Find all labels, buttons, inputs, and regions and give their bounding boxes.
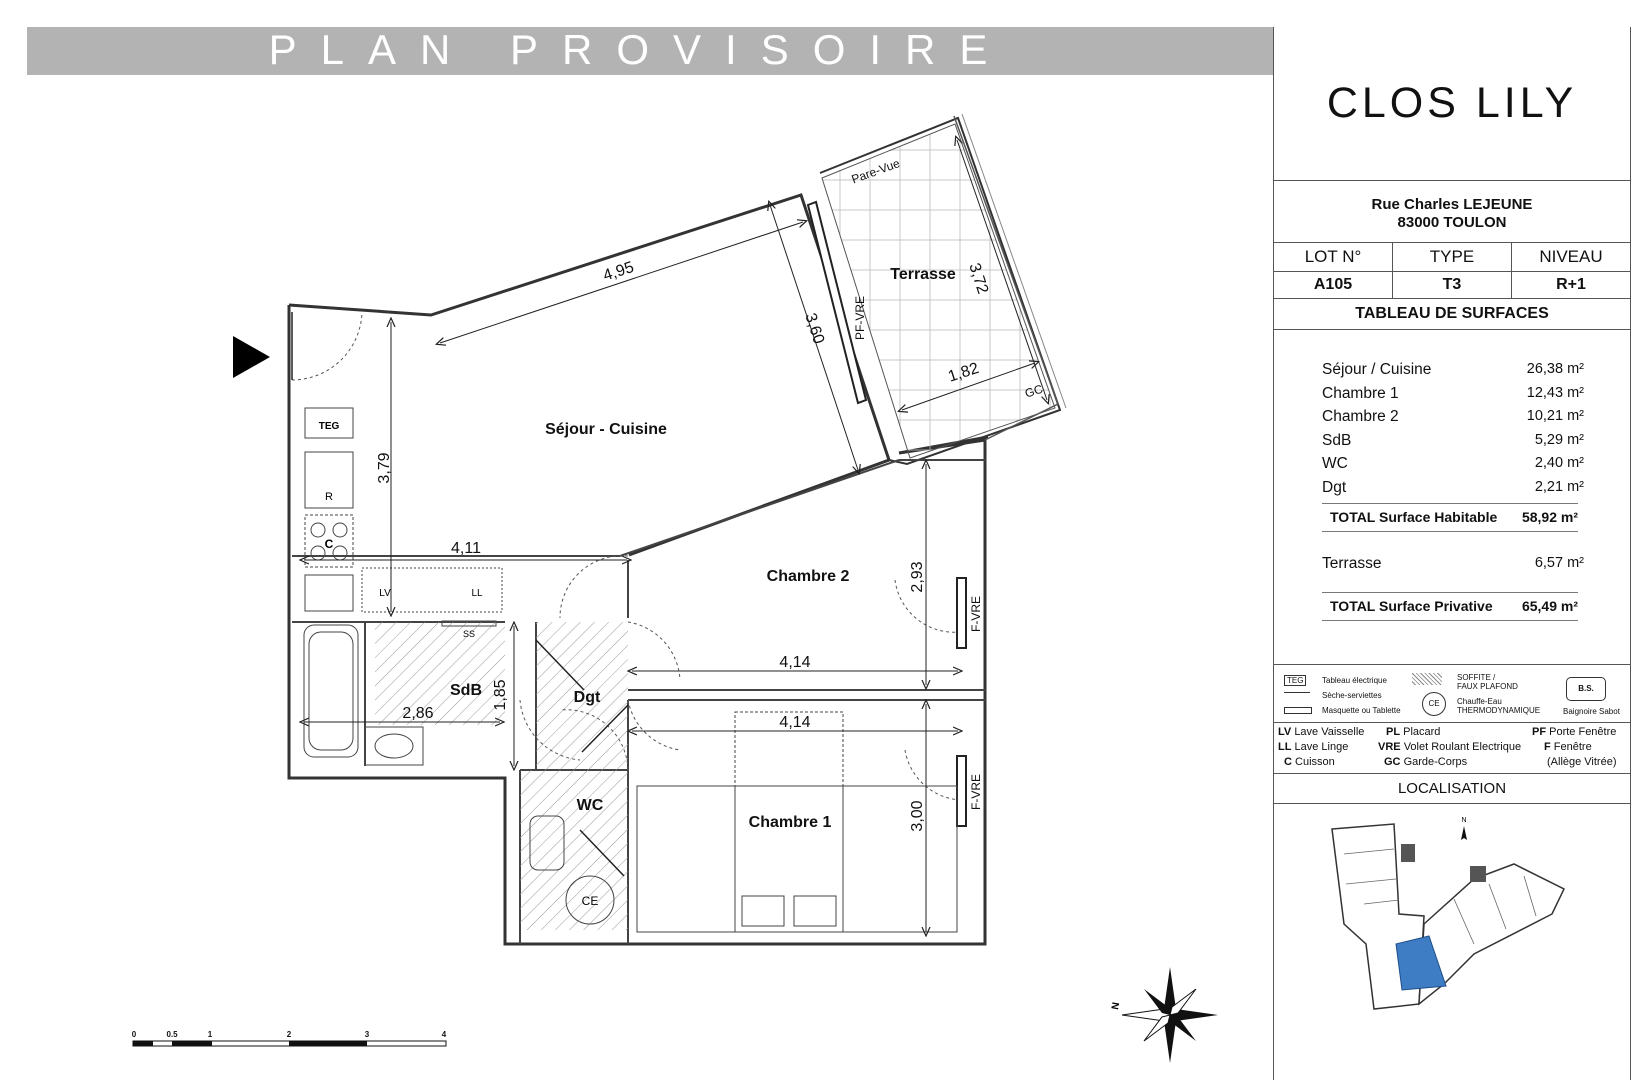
- total-habitable-label: TOTAL Surface Habitable: [1330, 509, 1498, 525]
- abbr-pf: PF: [1532, 726, 1547, 738]
- abbr-lv-text: Lave Vaisselle: [1294, 726, 1365, 738]
- terrasse-value: 6,57 m²: [1534, 555, 1584, 571]
- legend-teg: Tableau électrique: [1322, 676, 1387, 685]
- surface-value: 2,21 m²: [1534, 478, 1584, 495]
- scale-tick-2: 2: [286, 1030, 292, 1039]
- surface-value: 12,43 m²: [1526, 384, 1584, 401]
- terrasse-label: Terrasse: [1322, 555, 1382, 572]
- surfaces-title: TABLEAU DE SURFACES: [1274, 299, 1630, 330]
- title-block: [1273, 27, 1631, 1080]
- address-city: 83000 TOULON: [1397, 214, 1507, 231]
- dim-293: 2,93: [909, 561, 926, 593]
- abbr-vre-text: Volet Roulant Electrique: [1403, 741, 1522, 753]
- soffite-hatch-icon: [1412, 673, 1442, 685]
- abbr-c-text: Cuisson: [1295, 756, 1335, 768]
- dim-411: 4,11: [451, 540, 481, 557]
- surface-label: Séjour / Cuisine: [1322, 361, 1432, 378]
- room-chambre2: Chambre 2: [766, 568, 850, 585]
- dim-360: 3,60: [801, 311, 828, 347]
- localisation-map: [1274, 804, 1629, 1024]
- abbr-pl: PL: [1386, 726, 1401, 738]
- localisation-north-label: N: [1461, 817, 1467, 824]
- abbr-vre: VRE: [1378, 741, 1401, 753]
- total-privative-value: 65,49 m²: [1521, 597, 1578, 614]
- terrasse-row: [1322, 552, 1584, 576]
- room-sdb: SdB: [450, 682, 482, 699]
- entrance-arrow: [233, 336, 270, 378]
- legend-masquette: Masquette ou Tablette: [1322, 706, 1401, 715]
- scale-tick-05: 0.5: [166, 1030, 178, 1039]
- dim-185: 1,85: [492, 679, 509, 711]
- room-dgt: Dgt: [573, 689, 601, 706]
- scale-bar: [133, 1041, 446, 1046]
- surface-row: [1322, 405, 1584, 429]
- lot-value-lot: A105: [1274, 272, 1393, 298]
- abbr-gc: GC: [1384, 756, 1401, 768]
- abbr-ll-text: Lave Linge: [1294, 741, 1349, 753]
- surface-row: [1322, 476, 1584, 500]
- abbr-pf-text: Porte Fenêtre: [1549, 726, 1617, 738]
- total-habitable-row: [1322, 503, 1578, 532]
- dim-286: 2,86: [402, 705, 434, 722]
- dim-414a: 4,14: [779, 654, 811, 671]
- lv-label: LV: [379, 588, 391, 599]
- surfaces-table: [1274, 330, 1630, 665]
- surface-row: [1322, 382, 1584, 406]
- ce-label: CE: [581, 894, 599, 908]
- scale-tick-3: 3: [364, 1030, 370, 1039]
- surface-value: 10,21 m²: [1526, 408, 1584, 424]
- total-privative-row: [1322, 592, 1578, 621]
- fridge-label: R: [325, 491, 333, 503]
- soffite-wc: [520, 770, 628, 930]
- compass-rose-icon: [1122, 967, 1218, 1063]
- surface-label: Chambre 1: [1322, 384, 1399, 402]
- pf-vre-label: PF-VRE: [853, 295, 867, 341]
- dim-182: 1,82: [946, 359, 982, 386]
- abbr-c: C: [1284, 756, 1292, 768]
- legend-seche: Sèche-serviettes: [1322, 691, 1382, 700]
- abbr-lv: LV: [1278, 726, 1292, 738]
- dim-495: 4,95: [601, 258, 637, 285]
- project-address: [1274, 181, 1630, 243]
- abbr-gc-text: Garde-Corps: [1403, 756, 1468, 768]
- total-habitable-value: 58,92 m²: [1521, 509, 1578, 525]
- abbr-ll: LL: [1278, 741, 1292, 753]
- north-arrow-icon: [1461, 826, 1467, 840]
- abbr-pl-text: Placard: [1403, 726, 1441, 738]
- room-terrasse: Terrasse: [890, 266, 956, 283]
- compass-north-label: N: [1110, 1001, 1123, 1011]
- scale-tick-4: 4: [441, 1030, 447, 1039]
- ss-label: SS: [462, 629, 476, 639]
- bs-bath-icon: B.S.: [1566, 677, 1606, 701]
- surface-label: SdB: [1322, 431, 1352, 449]
- kitchen-units: [305, 408, 502, 612]
- room-chambre1: Chambre 1: [748, 814, 832, 831]
- surface-value: 2,40 m²: [1534, 455, 1584, 471]
- dim-372: 3,72: [965, 261, 992, 297]
- abbr-allege: (Allège Vitrée): [1547, 756, 1617, 768]
- exterior-wall-top: [289, 195, 889, 555]
- address-street: Rue Charles LEJEUNE: [1371, 196, 1533, 213]
- ll-label: LL: [471, 588, 483, 599]
- lot-header-niveau: NIVEAU: [1539, 247, 1603, 266]
- surface-label: Chambre 2: [1322, 408, 1399, 425]
- room-wc: WC: [576, 797, 604, 814]
- pare-vue-label: Pare-Vue: [849, 156, 902, 187]
- lot-value-type: T3: [1393, 272, 1512, 298]
- f-vre-label-2: F-VRE: [969, 774, 983, 810]
- teg-box-icon: TEG: [1284, 675, 1306, 686]
- ce-circle-icon: CE: [1422, 692, 1446, 716]
- dim-414b: 4,14: [779, 714, 811, 731]
- surface-value: 26,38 m²: [1526, 361, 1584, 377]
- lot-header-row: [1274, 243, 1630, 272]
- total-privative-label: TOTAL Surface Privative: [1330, 597, 1493, 614]
- legend-baignoire: Baignoire Sabot: [1563, 707, 1620, 716]
- cooking-label: C: [324, 537, 334, 551]
- lot-header-type: TYPE: [1393, 243, 1512, 271]
- plan-title: PLAN PROVISOIRE: [268, 26, 1012, 73]
- teg-label: TEG: [318, 421, 340, 432]
- legend-chauffe: Chauffe-Eau: [1457, 697, 1502, 706]
- scale-tick-0: 0: [131, 1030, 137, 1039]
- masquette-icon: [1284, 707, 1312, 714]
- lot-header-lot: LOT N°: [1274, 243, 1393, 271]
- surface-value: 5,29 m²: [1534, 431, 1584, 448]
- room-sejour: Séjour - Cuisine: [545, 421, 667, 438]
- scale-tick-1: 1: [207, 1030, 213, 1039]
- f-vre-label-1: F-VRE: [969, 596, 983, 632]
- dim-300: 3,00: [909, 800, 926, 832]
- surface-label: Dgt: [1322, 478, 1347, 496]
- localisation-title: LOCALISATION: [1274, 774, 1630, 804]
- surface-row: [1322, 452, 1584, 476]
- legend-soffite: SOFFITE /: [1457, 673, 1496, 682]
- lot-value-niveau: R+1: [1556, 276, 1586, 293]
- legend: [1274, 665, 1630, 723]
- legend-faux-plafond: FAUX PLAFOND: [1457, 682, 1518, 691]
- legend-thermo: THERMODYNAMIQUE: [1457, 706, 1541, 715]
- abbreviations: [1274, 723, 1630, 774]
- lot-values-row: [1274, 272, 1630, 299]
- abbr-f: F: [1544, 741, 1551, 753]
- surface-row: [1322, 429, 1584, 453]
- surface-label: WC: [1322, 455, 1348, 472]
- gc-label: GC: [1023, 381, 1045, 401]
- surface-row: [1322, 358, 1584, 382]
- dim-379: 3,79: [376, 452, 393, 484]
- soffite-sdb: [375, 622, 505, 725]
- project-name: CLOS LILY: [1274, 27, 1630, 181]
- abbr-f-text: Fenêtre: [1553, 741, 1592, 753]
- seche-serviettes-icon: [1284, 692, 1310, 695]
